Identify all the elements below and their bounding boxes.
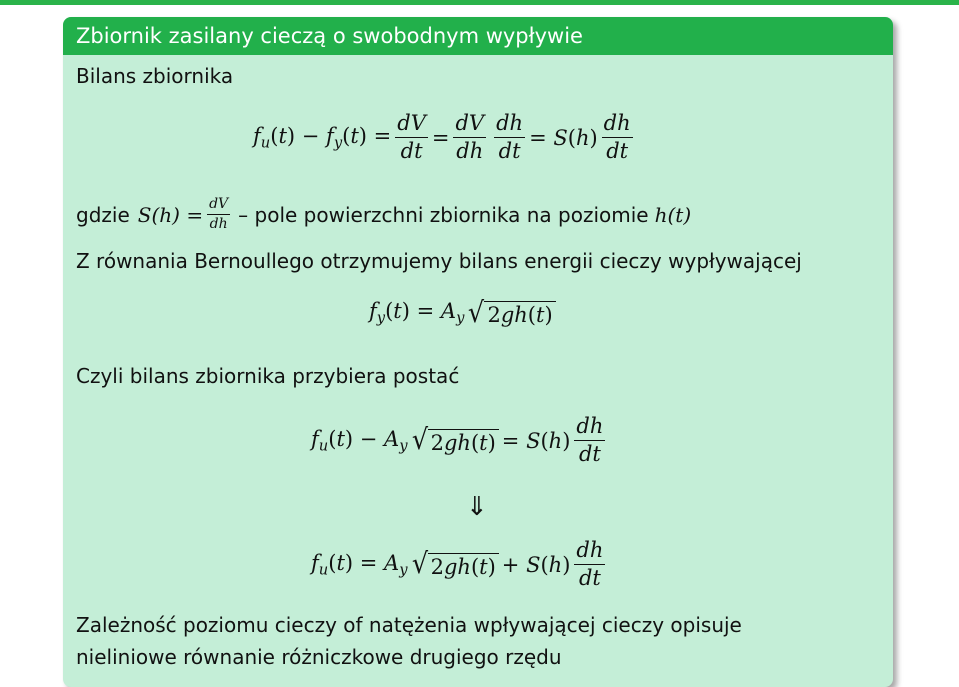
- eq1-mid: = S(h): [529, 125, 598, 150]
- theorem-block: [63, 17, 893, 687]
- text-bernoulli: Z równania Bernoullego otrzymujemy bilans energii cieczy wypływającej: [76, 249, 802, 273]
- fraction-dh-dt-3: $\frac{dh}{dt}$: [576, 414, 604, 467]
- equation-final: $f_u(t) = A_y$ √ 2gh(t) + S(h) $\frac{dh}{dt}$: [311, 538, 604, 591]
- fraction-dV-dh-inline: $\frac{dV}{dh}$: [209, 196, 229, 233]
- equation-balance-2: $f_u(t) - A_y$ √ 2gh(t) = S(h) $\frac{dh}{dt}$: [311, 414, 604, 467]
- fraction-dV-dt: $\frac{dV}{dt}$: [397, 111, 426, 164]
- top-accent-bar: [0, 0, 959, 5]
- sqrt-2gh-2: √ 2gh(t): [411, 426, 499, 454]
- block-title: Zbiornik zasilany cieczą o swobodnym wypływie: [63, 17, 893, 55]
- sqrt-2gh-3: √ 2gh(t): [411, 550, 499, 578]
- fraction-dV-dh: $\frac{dV}{dh}$: [455, 111, 485, 164]
- text-gdzie: gdzie S(h) = $\frac{dV}{dh}$ – pole powierzchni zbiornika na poziomie h(t): [76, 196, 692, 233]
- text-nieliniowe: nieliniowe równanie różniczkowe drugiego rzędu: [76, 645, 562, 669]
- text-bilans: Bilans zbiornika: [76, 64, 234, 88]
- equation-balance: $f_u(t) - f_y(t)$ = $\frac{dV}{dt}$ = $\frac{dV}{dh}$ $\frac{dh}{dt}$ = S(h) $\frac{dh}{dt}$: [253, 111, 631, 164]
- fraction-dh-dt: $\frac{dh}{dt}$: [496, 111, 524, 164]
- fraction-dh-dt-4: $\frac{dh}{dt}$: [576, 538, 604, 591]
- equation-outflow: $f_y(t) = A_y$ √ 2gh(t): [369, 299, 559, 327]
- sqrt-2gh: √ 2gh(t): [467, 299, 555, 327]
- text-zaleznosc: Zależność poziomu cieczy of natężenia wpływającej cieczy opisuje: [76, 613, 742, 637]
- text-czyli: Czyli bilans zbiornika przybiera postać: [76, 364, 460, 388]
- fraction-dh-dt-2: $\frac{dh}{dt}$: [603, 111, 631, 164]
- eq1-lhs: $f_u(t) - f_y(t)$ =: [253, 123, 392, 152]
- implies-arrow: ⇓: [466, 492, 488, 522]
